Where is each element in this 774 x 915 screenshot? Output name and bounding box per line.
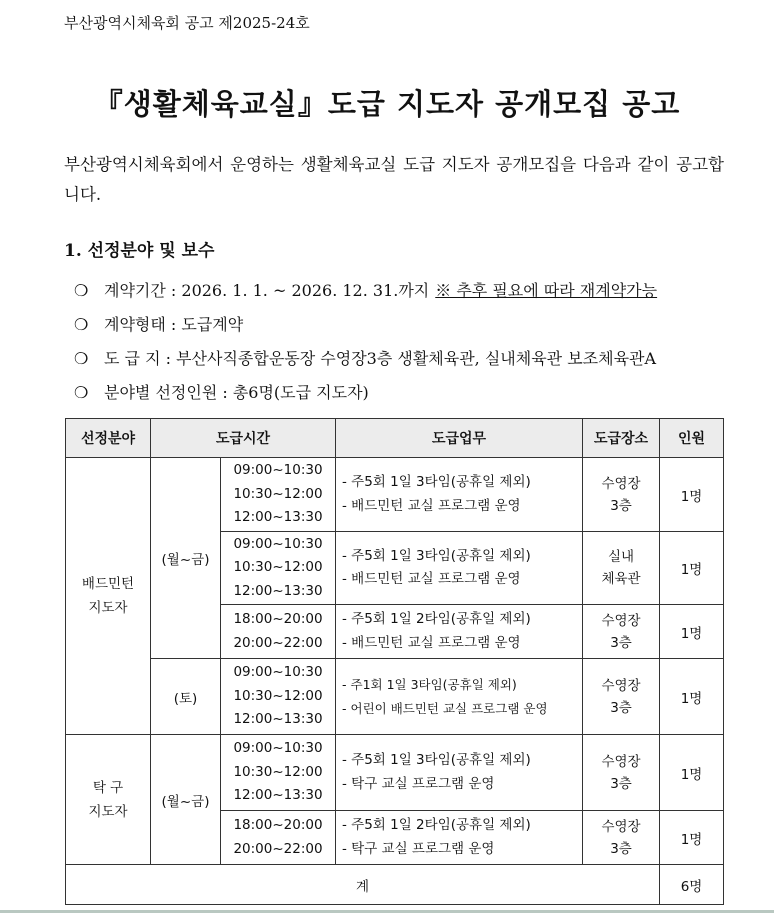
duty-description: - 주1회 1일 3타임(공휴일 제외) - 어린이 배드민턴 교실 프로그램 운영	[336, 659, 583, 735]
bullet-location	[74, 346, 657, 380]
bullet-text: 계약기간 : 2026. 1. 1. ~ 2026. 12. 31.까지	[104, 281, 430, 300]
time-slots: 09:00~10:30 10:30~12:00 12:00~13:30	[221, 735, 336, 811]
intro-paragraph: 부산광역시체육회에서 운영하는 생활체육교실 도급 지도자 공개모집을 다음과 같이 공고합니다.	[64, 155, 724, 204]
bullet-headcount	[74, 380, 657, 414]
time-slots: 09:00~10:30 10:30~12:00 12:00~13:30	[221, 458, 336, 532]
duty-description: - 주5회 1일 3타임(공휴일 제외) - 배드민턴 교실 프로그램 운영	[336, 532, 583, 605]
headcount: 1명	[660, 532, 724, 605]
header-count: 인원	[660, 419, 724, 458]
duty-place: 실내 체육관	[583, 532, 660, 605]
total-count: 6명	[660, 865, 724, 905]
headcount: 1명	[660, 811, 724, 865]
header-field: 선정분야	[66, 419, 151, 458]
bullet-note: ※ 추후 필요에 따라 재계약가능	[435, 281, 658, 300]
duty-description: - 주5회 1일 3타임(공휴일 제외) - 탁구 교실 프로그램 운영	[336, 735, 583, 811]
header-time: 도급시간	[151, 419, 336, 458]
time-slots: 18:00~20:00 20:00~22:00	[221, 811, 336, 865]
bullet-text: 분야별 선정인원 : 총6명(도급 지도자)	[104, 383, 369, 402]
table-header-row	[66, 419, 724, 458]
field-table-tennis: 탁 구 지도자	[66, 735, 151, 865]
bullet-contract-period	[74, 278, 657, 312]
duty-description: - 주5회 1일 2타임(공휴일 제외) - 탁구 교실 프로그램 운영	[336, 811, 583, 865]
time-slots: 09:00~10:30 10:30~12:00 12:00~13:30	[221, 532, 336, 605]
day-weekday: (월~금)	[151, 458, 221, 659]
bullet-contract-type	[74, 312, 657, 346]
document-number: 부산광역시체육회 공고 제2025-24호	[64, 14, 310, 32]
duty-place: 수영장 3층	[583, 659, 660, 735]
duty-place: 수영장 3층	[583, 605, 660, 659]
page-title: 『생활체육교실』도급 지도자 공개모집 공고	[93, 87, 681, 121]
day-saturday: (토)	[151, 659, 221, 735]
bullet-list	[74, 278, 657, 414]
headcount: 1명	[660, 735, 724, 811]
duty-description: - 주5회 1일 2타임(공휴일 제외) - 배드민턴 교실 프로그램 운영	[336, 605, 583, 659]
table-row	[66, 735, 724, 811]
time-slots: 09:00~10:30 10:30~12:00 12:00~13:30	[221, 659, 336, 735]
duty-place: 수영장 3층	[583, 811, 660, 865]
circle-bullet-icon: ❍	[74, 315, 89, 334]
duty-description: - 주5회 1일 3타임(공휴일 제외) - 배드민턴 교실 프로그램 운영	[336, 458, 583, 532]
table-row	[66, 458, 724, 532]
recruitment-table	[65, 418, 724, 905]
table-row	[66, 659, 724, 735]
table-total-row	[66, 865, 724, 905]
bullet-text: 도 급 지 : 부산사직종합운동장 수영장3층 생활체육관, 실내체육관 보조체육관A	[104, 349, 657, 368]
headcount: 1명	[660, 605, 724, 659]
duty-place: 수영장 3층	[583, 458, 660, 532]
headcount: 1명	[660, 458, 724, 532]
time-slots: 18:00~20:00 20:00~22:00	[221, 605, 336, 659]
day-weekday: (월~금)	[151, 735, 221, 865]
bullet-text: 계약형태 : 도급계약	[104, 315, 244, 334]
page-bottom-divider	[0, 910, 774, 913]
header-place: 도급장소	[583, 419, 660, 458]
circle-bullet-icon: ❍	[74, 349, 89, 368]
total-label: 계	[66, 865, 660, 905]
circle-bullet-icon: ❍	[74, 383, 89, 402]
headcount: 1명	[660, 659, 724, 735]
circle-bullet-icon: ❍	[74, 281, 89, 300]
section-heading: 1. 선정분야 및 보수	[64, 241, 215, 261]
field-badminton: 배드민턴 지도자	[66, 458, 151, 735]
duty-place: 수영장 3층	[583, 735, 660, 811]
header-duty: 도급업무	[336, 419, 583, 458]
